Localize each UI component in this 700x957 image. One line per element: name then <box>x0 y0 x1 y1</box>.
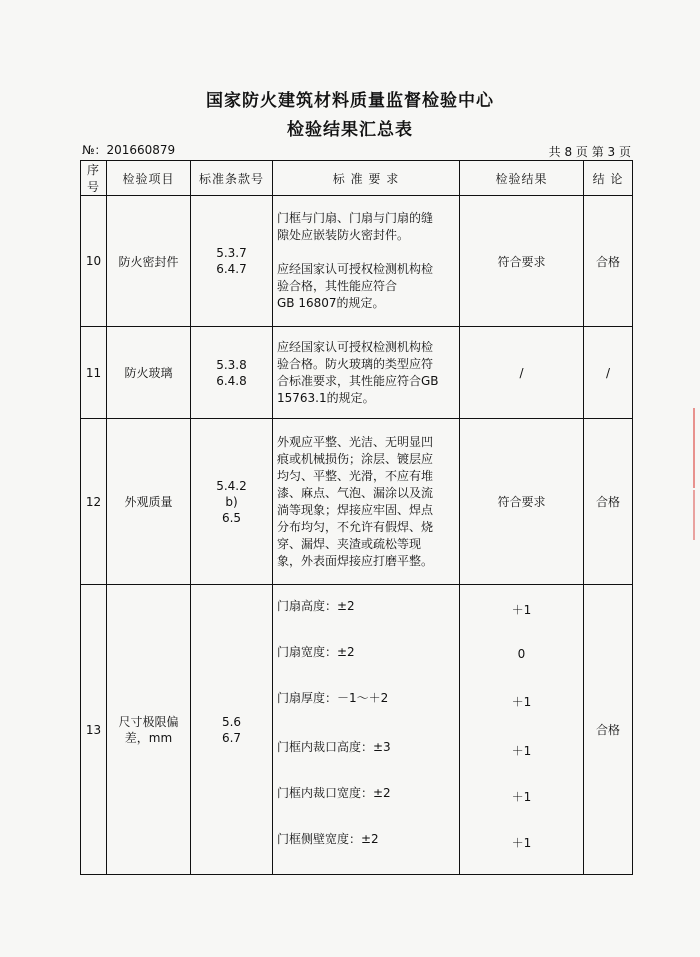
requirement-line: 痕或机械损伤；涂层、镀层应 <box>277 451 434 466</box>
results-table <box>80 160 633 875</box>
clause-line: b) <box>225 494 238 509</box>
col-header-result: 检验结果 <box>460 161 584 196</box>
col-header-requirement: 标 准 要 求 <box>273 161 460 196</box>
measurement-label: 门扇厚度：－1～＋2 <box>277 691 389 705</box>
col-header-item: 检验项目 <box>107 161 191 196</box>
clause-line: 6.5 <box>221 510 242 525</box>
table-row <box>81 327 633 419</box>
test-item: 外观质量 <box>107 419 191 585</box>
requirement-line: GB 16807的规定。 <box>277 296 385 310</box>
requirement-line: 外观应平整、光洁、无明显凹 <box>277 434 434 449</box>
conclusion: 合格 <box>584 419 633 585</box>
requirement-line: 分布均匀，不允许有假焊、烧 <box>277 519 434 534</box>
test-item-line: 差，mm <box>124 730 173 745</box>
seal-stamp-fragment <box>683 408 700 488</box>
clause-number <box>191 585 273 875</box>
measurement-value: ＋1 <box>511 603 532 617</box>
test-result <box>460 585 584 875</box>
measurement-label: 门扇高度：±2 <box>277 599 355 613</box>
requirement-line: 应经国家认可授权检测机构检 <box>277 262 434 276</box>
conclusion: 合格 <box>584 585 633 875</box>
requirement-line: 象，外表面焊接应打磨平整。 <box>277 553 434 568</box>
row-number: 10 <box>81 196 107 327</box>
test-item: 防火密封件 <box>107 196 191 327</box>
table-row <box>81 585 633 875</box>
requirement-text <box>273 585 460 875</box>
clause-line: 5.6 <box>221 714 242 729</box>
requirement-text <box>273 327 460 419</box>
test-item: 防火玻璃 <box>107 327 191 419</box>
requirement-line: 合标准要求，其性能应符合GB <box>277 373 439 388</box>
row-number: 11 <box>81 327 107 419</box>
clause-line: 6.7 <box>221 730 242 745</box>
measurement-value: ＋1 <box>511 790 532 804</box>
test-result: 符合要求 <box>460 196 584 327</box>
requirement-line: 穿、漏焊、夹渣或疏松等现 <box>277 536 422 551</box>
test-result: 符合要求 <box>460 419 584 585</box>
measurement-value: ＋1 <box>511 695 532 709</box>
requirement-line: 淌等现象；焊接应牢固、焊点 <box>277 502 434 517</box>
header-row <box>81 161 633 196</box>
clause-number <box>191 327 273 419</box>
clause-number <box>191 196 273 327</box>
col-header-conclusion: 结 论 <box>584 161 633 196</box>
col-header-no: 序号 <box>81 161 107 196</box>
test-item-line: 尺寸极限偏 <box>118 714 179 729</box>
measurement-value: 0 <box>517 647 526 661</box>
test-item <box>107 585 191 875</box>
requirement-line: 均匀、平整、光滑，不应有堆 <box>277 468 434 483</box>
doc-number: №：201660879 <box>82 143 176 157</box>
seal-stamp-fragment <box>685 490 700 540</box>
row-number: 13 <box>81 585 107 875</box>
doc-title: 检验结果汇总表 <box>287 120 413 140</box>
measurement-label: 门框侧壁宽度：±2 <box>277 832 379 846</box>
table-row <box>81 196 633 327</box>
requirement-line: 验合格，其性能应符合 <box>277 279 398 293</box>
clause-line: 6.4.7 <box>216 262 247 276</box>
requirement-line: 应经国家认可授权检测机构检 <box>277 339 434 354</box>
conclusion: / <box>584 327 633 419</box>
measurement-value: ＋1 <box>511 744 532 758</box>
row-number: 12 <box>81 419 107 585</box>
col-header-clause: 标准条款号 <box>191 161 273 196</box>
clause-number <box>191 419 273 585</box>
measurement-label: 门扇宽度：±2 <box>277 645 355 659</box>
requirement-line: 15763.1的规定。 <box>277 390 375 405</box>
requirement-line: 门框与门扇、门扇与门扇的缝 <box>277 211 434 225</box>
requirement-line: 隙处应嵌装防火密封件。 <box>277 228 410 242</box>
table-row <box>81 419 633 585</box>
requirement-line: 验合格。防火玻璃的类型应符 <box>277 356 434 371</box>
clause-line: 5.3.8 <box>216 357 247 372</box>
measurement-label: 门框内裁口高度：±3 <box>277 740 391 754</box>
requirement-line: 漆、麻点、气泡、漏涂以及流 <box>277 485 434 500</box>
clause-line: 6.4.8 <box>216 373 247 388</box>
conclusion: 合格 <box>584 196 633 327</box>
org-title: 国家防火建筑材料质量监督检验中心 <box>206 91 494 111</box>
requirement-text <box>273 419 460 585</box>
measurement-value: ＋1 <box>511 836 532 850</box>
requirement-text <box>273 196 460 327</box>
test-result: / <box>460 327 584 419</box>
clause-line: 5.4.2 <box>216 478 247 493</box>
measurement-label: 门框内裁口宽度：±2 <box>277 786 391 800</box>
page-info: 共 8 页 第 3 页 <box>548 145 631 159</box>
clause-line: 5.3.7 <box>216 246 247 260</box>
